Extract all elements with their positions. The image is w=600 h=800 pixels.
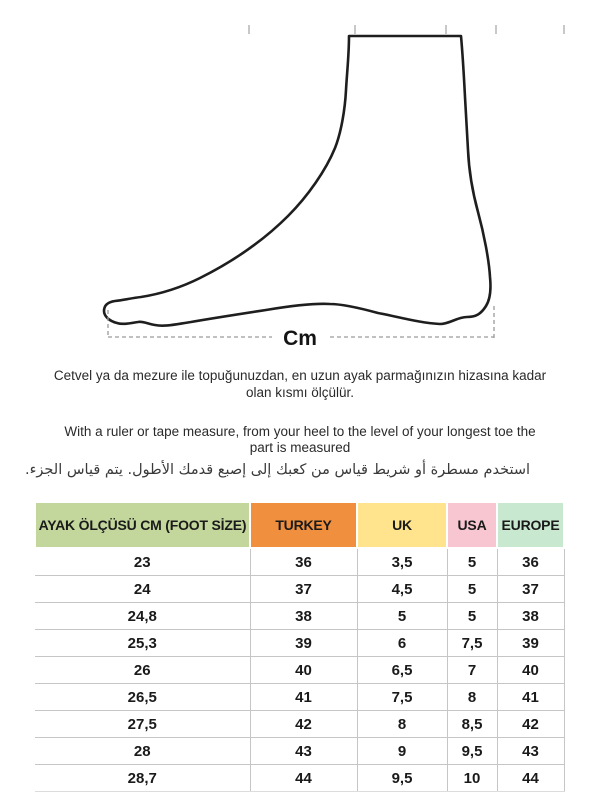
table-cell: 39 [497, 630, 564, 657]
table-cell: 37 [497, 576, 564, 603]
table-cell: 38 [250, 603, 357, 630]
table-cell: 24,8 [35, 603, 250, 630]
header-cell-europe: EUROPE [497, 502, 564, 548]
table-cell: 28,7 [35, 765, 250, 792]
table-cell: 5 [357, 603, 447, 630]
table-row [35, 657, 564, 684]
table-cell: 9,5 [447, 738, 497, 765]
table-cell: 44 [250, 765, 357, 792]
table-cell: 5 [447, 576, 497, 603]
table-cell: 3,5 [357, 548, 447, 576]
cm-label: Cm [283, 327, 317, 350]
table-cell: 42 [250, 711, 357, 738]
table-cell: 26,5 [35, 684, 250, 711]
header-cell-foot-size: AYAK ÖLÇÜSÜ CM (FOOT SİZE) [35, 502, 250, 548]
table-cell: 36 [497, 548, 564, 576]
table-cell: 9 [357, 738, 447, 765]
table-cell: 8,5 [447, 711, 497, 738]
table-cell: 37 [250, 576, 357, 603]
table-cell: 39 [250, 630, 357, 657]
table-cell: 27,5 [35, 711, 250, 738]
table-cell: 38 [497, 603, 564, 630]
table-cell: 41 [250, 684, 357, 711]
table-cell: 42 [497, 711, 564, 738]
table-row [35, 603, 564, 630]
table-row [35, 548, 564, 576]
instruction-english: With a ruler or tape measure, from your heel to the level of your longest toe the part is measured [64, 424, 536, 455]
table-row [35, 738, 564, 765]
table-row [35, 576, 564, 603]
table-row [35, 765, 564, 792]
header-cell-uk: UK [357, 502, 447, 548]
table-cell: 6,5 [357, 657, 447, 684]
table-row [35, 684, 564, 711]
size-table-body [35, 548, 564, 792]
table-cell: 5 [447, 603, 497, 630]
header-cell-usa: USA [447, 502, 497, 548]
foot-measurement-diagram [0, 0, 600, 360]
column-tick-marks [249, 25, 564, 34]
table-cell: 9,5 [357, 765, 447, 792]
table-cell: 10 [447, 765, 497, 792]
table-cell: 8 [447, 684, 497, 711]
size-conversion-table [34, 501, 565, 792]
table-cell: 4,5 [357, 576, 447, 603]
table-cell: 43 [497, 738, 564, 765]
table-cell: 41 [497, 684, 564, 711]
table-cell: 25,3 [35, 630, 250, 657]
table-cell: 36 [250, 548, 357, 576]
table-header-row [35, 502, 564, 548]
table-row [35, 711, 564, 738]
table-cell: 28 [35, 738, 250, 765]
table-row [35, 630, 564, 657]
table-cell: 40 [497, 657, 564, 684]
table-cell: 24 [35, 576, 250, 603]
foot-outline [104, 36, 491, 326]
table-cell: 40 [250, 657, 357, 684]
table-cell: 44 [497, 765, 564, 792]
instruction-turkish: Cetvel ya da mezure ile topuğunuzdan, en uzun ayak parmağınızın hizasına kadar olan kısmı ölçülür. [53, 368, 547, 400]
table-cell: 43 [250, 738, 357, 765]
table-cell: 7,5 [357, 684, 447, 711]
table-cell: 23 [35, 548, 250, 576]
table-cell: 7,5 [447, 630, 497, 657]
header-cell-turkey: TURKEY [250, 502, 357, 548]
table-cell: 26 [35, 657, 250, 684]
instruction-arabic: استخدم مسطرة أو شريط قياس من كعبك إلى إصبع قدمك الأطول. يتم قياس الجزء. [24, 462, 530, 478]
table-cell: 7 [447, 657, 497, 684]
table-cell: 6 [357, 630, 447, 657]
table-cell: 5 [447, 548, 497, 576]
table-cell: 8 [357, 711, 447, 738]
